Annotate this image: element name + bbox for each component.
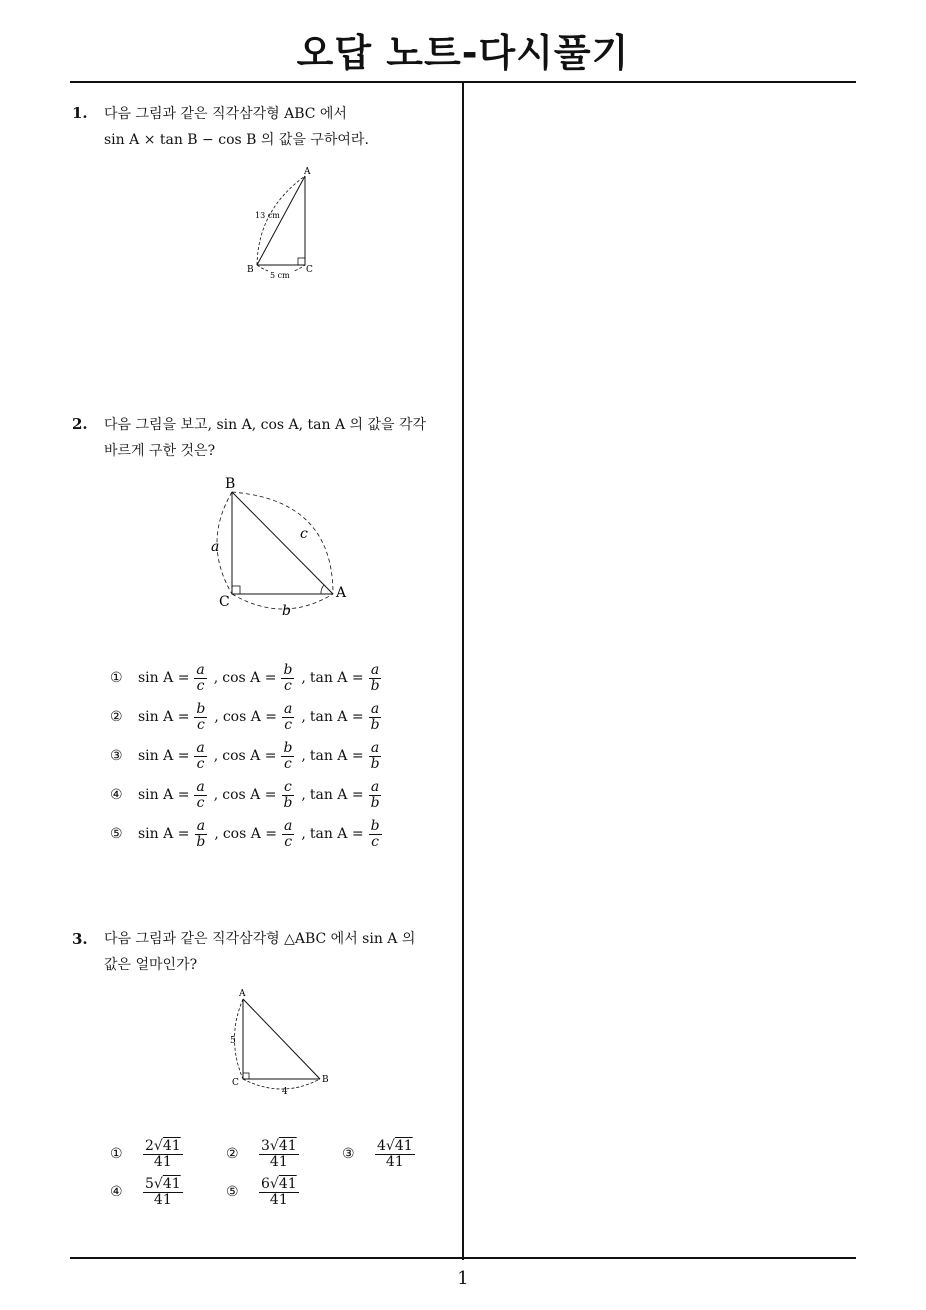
- sin-label: sin A =: [138, 748, 190, 764]
- comma: ,: [301, 787, 306, 803]
- p1-label-c: C: [306, 265, 313, 275]
- cos-label: cos A =: [222, 670, 277, 686]
- p3-label-cb: 4: [282, 1087, 288, 1097]
- sin-label: sin A =: [138, 709, 190, 725]
- p1-label-hyp: 13 cm: [255, 211, 280, 220]
- p2-label-b: B: [225, 476, 236, 492]
- comma: ,: [214, 709, 219, 725]
- problem-2-option-1[interactable]: [110, 659, 387, 697]
- option-mark: ④: [110, 1184, 123, 1200]
- p1-label-base: 5 cm: [270, 271, 290, 280]
- cos-label: cos A =: [222, 826, 278, 842]
- option-mark: ③: [342, 1146, 355, 1162]
- sin-fraction: $\frac{a}{c}$: [196, 739, 205, 772]
- problem-3-option-2[interactable]: [226, 1134, 304, 1174]
- radical-fraction: $\frac{3√41}{41}$: [261, 1137, 297, 1170]
- option-mark: ②: [226, 1146, 239, 1162]
- comma: ,: [213, 787, 219, 803]
- comma: ,: [213, 670, 219, 686]
- option-mark: ②: [110, 709, 123, 725]
- p3-label-c: C: [232, 1078, 239, 1088]
- comma: ,: [301, 826, 306, 842]
- column-divider: [462, 82, 464, 1260]
- sin-label: sin A =: [138, 787, 190, 803]
- page-number: 1: [457, 1268, 469, 1289]
- p2-label-side-b: b: [282, 603, 291, 619]
- problem-2-line1: 다음 그림을 보고, sin A, cos A, tan A 의 값을 각각: [104, 417, 427, 433]
- tan-fraction: $\frac{a}{b}$: [370, 778, 380, 811]
- radical-fraction: $\frac{5√41}{41}$: [145, 1175, 181, 1208]
- sin-fraction: $\frac{b}{c}$: [196, 700, 206, 733]
- problem-3-option-1[interactable]: [110, 1134, 188, 1174]
- comma: ,: [213, 748, 219, 764]
- option-mark: ③: [110, 748, 123, 764]
- problem-3-option-5[interactable]: [226, 1172, 304, 1212]
- tan-label: tan A =: [309, 787, 364, 803]
- comma: ,: [301, 709, 306, 725]
- problem-2-line2: 바르게 구한 것은?: [104, 443, 216, 459]
- cos-fraction: $\frac{a}{c}$: [284, 700, 293, 733]
- p2-label-side-c: c: [300, 526, 308, 542]
- cos-fraction: $\frac{a}{c}$: [284, 817, 293, 850]
- p1-label-a: A: [304, 167, 311, 177]
- cos-fraction: $\frac{c}{b}$: [283, 778, 293, 811]
- sin-fraction: $\frac{a}{b}$: [196, 817, 206, 850]
- problem-3-line1: 다음 그림과 같은 직각삼각형 △ABC 에서 sin A 의: [104, 931, 416, 947]
- sin-label: sin A =: [138, 826, 190, 842]
- sin-label: sin A =: [138, 670, 190, 686]
- tan-fraction: $\frac{a}{b}$: [370, 739, 380, 772]
- problem-3-line2: 값은 얼마인가?: [104, 957, 198, 973]
- option-mark: ④: [110, 787, 123, 803]
- cos-label: cos A =: [222, 748, 277, 764]
- option-mark: ①: [110, 1146, 123, 1162]
- tan-label: tan A =: [309, 670, 364, 686]
- radical-fraction: $\frac{2√41}{41}$: [145, 1137, 181, 1170]
- radical-fraction: $\frac{4√41}{41}$: [377, 1137, 413, 1170]
- option-mark: ⑤: [226, 1184, 239, 1200]
- tan-fraction: $\frac{a}{b}$: [370, 700, 380, 733]
- comma: ,: [301, 670, 306, 686]
- p2-label-a: A: [336, 585, 347, 601]
- tan-label: tan A =: [309, 826, 364, 842]
- problem-2-option-2[interactable]: [110, 698, 387, 736]
- problem-2-option-5[interactable]: [110, 815, 387, 853]
- page-title: 오답 노트-다시풀기: [296, 31, 630, 75]
- p1-label-b: B: [247, 265, 254, 275]
- problem-2-figure: [200, 470, 360, 620]
- cos-fraction: $\frac{b}{c}$: [283, 661, 293, 694]
- option-mark: ①: [110, 670, 123, 686]
- p2-label-c: C: [219, 594, 230, 610]
- comma: ,: [301, 748, 306, 764]
- problem-3-figure: [220, 985, 340, 1100]
- tan-label: tan A =: [309, 748, 364, 764]
- problem-2-option-3[interactable]: [110, 737, 387, 775]
- p3-label-ac: 5: [230, 1036, 236, 1046]
- sin-fraction: $\frac{a}{c}$: [196, 661, 205, 694]
- cos-label: cos A =: [222, 709, 278, 725]
- footer-rule: [70, 1257, 856, 1259]
- sin-fraction: $\frac{a}{c}$: [196, 778, 205, 811]
- problem-1-number: 1.: [72, 104, 88, 122]
- problem-2-option-4[interactable]: [110, 776, 387, 814]
- radical-fraction: $\frac{6√41}{41}$: [261, 1175, 297, 1208]
- problem-2-number: 2.: [72, 415, 88, 433]
- problem-1-figure: [230, 160, 340, 285]
- p2-label-side-a: a: [211, 539, 220, 555]
- problem-3-option-3[interactable]: [342, 1134, 420, 1174]
- p3-label-a: A: [239, 989, 246, 999]
- cos-fraction: $\frac{b}{c}$: [283, 739, 293, 772]
- problem-1-line1: 다음 그림과 같은 직각삼각형 ABC 에서: [104, 106, 347, 122]
- cos-label: cos A =: [222, 787, 277, 803]
- tan-fraction: $\frac{a}{b}$: [370, 661, 380, 694]
- p3-label-b: B: [322, 1075, 329, 1085]
- tan-label: tan A =: [309, 709, 364, 725]
- comma: ,: [214, 826, 219, 842]
- problem-3-number: 3.: [72, 930, 88, 948]
- problem-3-option-4[interactable]: [110, 1172, 188, 1212]
- option-mark: ⑤: [110, 826, 123, 842]
- problem-1-line2: sin A × tan B − cos B 의 값을 구하여라.: [104, 132, 369, 148]
- tan-fraction: $\frac{b}{c}$: [370, 817, 380, 850]
